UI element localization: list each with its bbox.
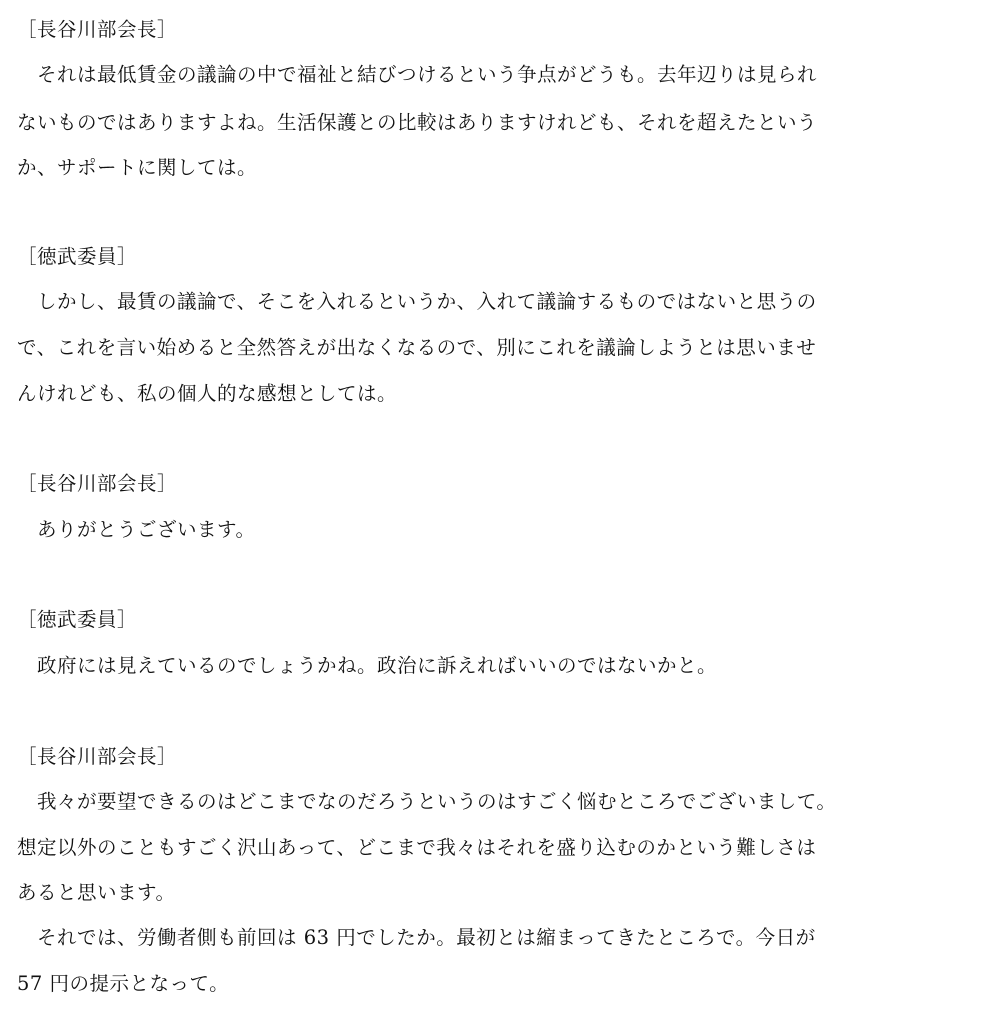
paragraph-line: か、サポートに関しては。: [17, 156, 258, 179]
paragraph-line: で、これを言い始めると全然答えが出なくなるので、別にこれを議論しようとは思いませ: [17, 336, 817, 359]
paragraph-line: 我々が要望できるのはどこまでなのだろうというのはすごく悩むところでございまして。: [17, 790, 837, 813]
speaker-label: ［長谷川部会長］: [17, 745, 178, 768]
paragraph-line: 政府には見えているのでしょうかね。政治に訴えればいいのではないかと。: [17, 654, 718, 677]
speaker-label: ［徳武委員］: [17, 245, 138, 268]
speaker-label: ［徳武委員］: [17, 608, 138, 631]
paragraph-line: 想定以外のこともすごく沢山あって、どこまで我々はそれを盛り込むのかという難しさは: [17, 836, 817, 859]
paragraph-line: ないものではありますよね。生活保護との比較はありますけれども、それを超えたという: [17, 111, 818, 134]
paragraph-line: しかし、最賃の議論で、そこを入れるというか、入れて議論するものではないと思うの: [17, 290, 817, 313]
paragraph-line: んけれども、私の個人的な感想としては。: [17, 382, 398, 405]
paragraph-line: それは最低賃金の議論の中で福祉と結びつけるという争点がどうも。去年辺りは見られ: [17, 63, 818, 86]
speaker-label: ［長谷川部会長］: [17, 472, 178, 495]
paragraph-line: 57 円の提示となって。: [17, 972, 230, 995]
speaker-label: ［長谷川部会長］: [17, 18, 178, 41]
paragraph-line: それでは、労働者側も前回は 63 円でしたか。最初とは縮まってきたところで。今日が: [17, 926, 816, 949]
paragraph-line: あると思います。: [17, 881, 176, 904]
paragraph-line: ありがとうございます。: [17, 518, 256, 541]
